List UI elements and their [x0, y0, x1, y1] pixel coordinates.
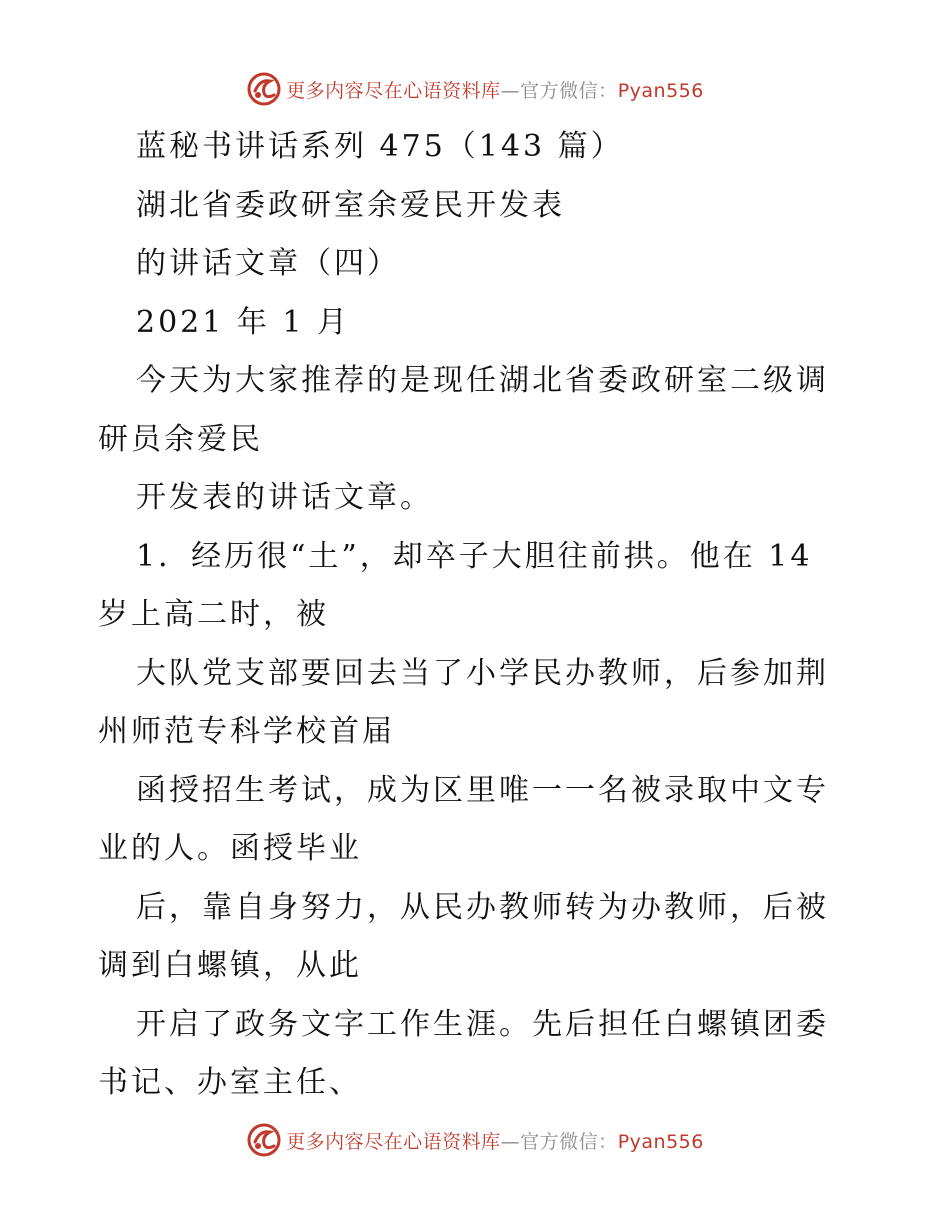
- footer-banner: [0, 1118, 950, 1162]
- doc-line: 函授招生考试，成为区里唯一一名被录取中文专: [136, 772, 829, 808]
- banner-wechat-label: 官方微信：: [520, 1130, 618, 1153]
- doc-line-date: 2021 年 1 月: [136, 304, 351, 340]
- doc-line-series: 蓝秘书讲话系列 475（143 篇）: [136, 129, 624, 164]
- doc-line: 书记、办室主任、: [98, 1065, 362, 1100]
- doc-line-title-2: 的讲话文章（四）: [136, 246, 400, 281]
- banner-handle: Pyan556: [617, 1130, 704, 1153]
- doc-line: 1．经历很“土”，却卒子大胆往前拱。他在 14: [136, 538, 813, 574]
- banner-wechat-label: 官方微信：: [520, 79, 618, 102]
- banner-dash: —: [500, 1130, 521, 1153]
- doc-line-title-1: 湖北省委政研室余爱民开发表: [136, 187, 565, 223]
- logo-icon: [246, 71, 282, 107]
- doc-line: 今天为大家推荐的是现任湖北省委政研室二级调: [136, 363, 829, 398]
- doc-line: 州师范专科学校首届: [98, 714, 395, 749]
- doc-line: 大队党支部要回去当了小学民办教师，后参加荆: [136, 655, 829, 691]
- logo-icon: [246, 1122, 282, 1158]
- banner-dash: —: [500, 79, 521, 102]
- banner-text: [286, 1127, 704, 1154]
- doc-line: 岁上高二时，被: [98, 597, 329, 632]
- doc-line: 业的人。函授毕业: [98, 831, 362, 866]
- banner-handle: Pyan556: [617, 79, 704, 102]
- document-body: [98, 118, 852, 1113]
- banner-main: 更多内容尽在心语资料库: [286, 79, 501, 102]
- doc-line: 调到白螺镇，从此: [98, 948, 362, 983]
- doc-line: 后，靠自身努力，从民办教师转为办教师，后被: [136, 889, 829, 925]
- header-banner: [0, 67, 950, 111]
- doc-line: 研员余爱民: [98, 421, 263, 457]
- banner-main: 更多内容尽在心语资料库: [286, 1130, 501, 1153]
- doc-line: 开发表的讲话文章。: [136, 480, 433, 515]
- banner-text: [286, 76, 704, 103]
- doc-line: 开启了政务文字工作生涯。先后担任白螺镇团委: [136, 1006, 829, 1042]
